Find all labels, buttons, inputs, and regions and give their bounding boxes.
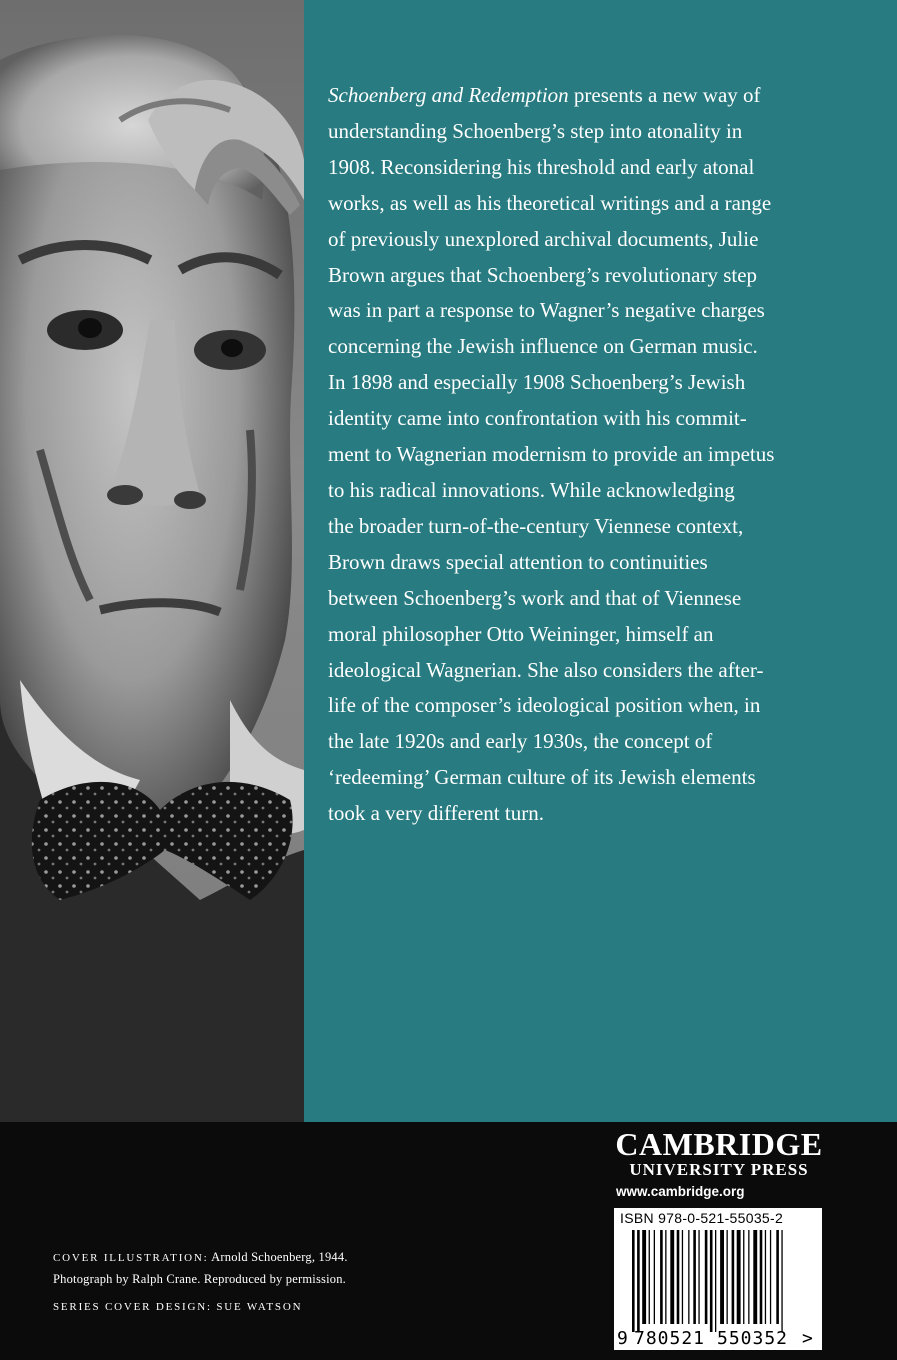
series-design-credit: SERIES COVER DESIGN: SUE WATSON [53, 1301, 303, 1313]
barcode-bar [642, 1230, 646, 1324]
barcode-bar [770, 1230, 771, 1324]
description-line: In 1898 and especially 1908 Schoenberg’s Jewish [328, 370, 746, 395]
barcode-bar [705, 1230, 708, 1324]
description-line: ment to Wagnerian modernism to provide an impetus [328, 442, 775, 467]
book-description [328, 78, 848, 832]
cover-illustration-label: COVER ILLUSTRATION: [53, 1252, 209, 1264]
barcode-bar [682, 1230, 683, 1324]
description-line: works, as well as his theoretical writings and a range [328, 190, 772, 215]
barcode-bar [698, 1230, 699, 1324]
barcode-left-digits: 780521 [634, 1328, 706, 1349]
barcode-bar [670, 1230, 674, 1324]
description-line: the late 1920s and early 1930s, the concept of [328, 729, 713, 754]
description-line: took a very different turn. [328, 801, 544, 826]
description-line: to his radical innovations. While acknowledging [328, 477, 735, 502]
cover-illustration-text: Arnold Schoenberg, 1944. [208, 1250, 348, 1264]
barcode-bar [743, 1230, 744, 1324]
description-line: moral philosopher Otto Weininger, himself an [328, 621, 714, 646]
barcode-bar [720, 1230, 724, 1324]
barcode-bar [688, 1230, 689, 1324]
barcode-bar [654, 1230, 655, 1324]
barcode-first-digit: 9 [617, 1328, 628, 1349]
description-line: was in part a response to Wagner’s negative charges [328, 298, 765, 323]
barcode-bars [632, 1230, 783, 1332]
isbn-barcode [614, 1208, 822, 1350]
description-panel [304, 0, 897, 1122]
description-line: of previously unexplored archival documents, Julie [328, 226, 759, 251]
publisher-name: CAMBRIDGE [615, 1126, 823, 1162]
description-line: Brown draws special attention to continuities [328, 549, 708, 574]
description-line: between Schoenberg’s work and that of Viennese [328, 585, 742, 610]
barcode-bar [677, 1230, 680, 1324]
description-line: understanding Schoenberg’s step into atonality in [328, 118, 743, 143]
description-line: Brown argues that Schoenberg’s revolutionary step [328, 262, 758, 287]
description-text: presents a new way of [568, 83, 761, 107]
barcode-bar [765, 1230, 766, 1324]
barcode-bar [693, 1230, 696, 1324]
publisher-subtitle: UNIVERSITY PRESS [629, 1160, 809, 1179]
barcode-bar [710, 1230, 713, 1332]
barcode-bar [760, 1230, 763, 1324]
publisher-url: www.cambridge.org [616, 1184, 745, 1199]
barcode-right-digits: 550352 [717, 1328, 789, 1349]
barcode-graphic [614, 1208, 822, 1350]
cover-credits [53, 1247, 348, 1318]
barcode-bar [632, 1230, 635, 1332]
barcode-bar [748, 1230, 749, 1324]
bottom-band [0, 1122, 897, 1360]
barcode-bar [737, 1230, 741, 1324]
description-line: ideological Wagnerian. She also considers the after- [328, 657, 764, 682]
isbn-label: ISBN 978-0-521-55035-2 [620, 1210, 784, 1226]
photograph-credit: Photograph by Ralph Crane. Reproduced by permission. [53, 1271, 346, 1286]
description-line: identity came into confrontation with his commit- [328, 406, 747, 431]
barcode-bar [665, 1230, 666, 1324]
barcode-arrow: > [802, 1328, 813, 1349]
barcode-bar [660, 1230, 663, 1324]
cover-photo-schoenberg [0, 0, 304, 1122]
barcode-bar [637, 1230, 640, 1332]
barcode-bar [781, 1230, 782, 1332]
barcode-bar [732, 1230, 735, 1324]
barcode-bar [776, 1230, 779, 1324]
description-line: life of the composer’s ideological position when, in [328, 693, 761, 718]
description-line: concerning the Jewish influence on German music. [328, 334, 758, 359]
portrait-illustration [0, 0, 304, 1122]
publisher-logo [614, 1128, 824, 1202]
barcode-bar [753, 1230, 757, 1324]
description-first-line [328, 78, 848, 114]
barcode-bar [649, 1230, 650, 1324]
description-line: the broader turn-of-the-century Viennese context, [328, 513, 744, 538]
description-line: 1908. Reconsidering his threshold and early atonal [328, 154, 755, 179]
barcode-bar [727, 1230, 728, 1324]
barcode-bar [715, 1230, 716, 1332]
description-line: ‘redeeming’ German culture of its Jewish elements [328, 765, 756, 790]
cover-illustration-credit [53, 1247, 348, 1269]
book-title-italic: Schoenberg and Redemption [328, 83, 569, 107]
